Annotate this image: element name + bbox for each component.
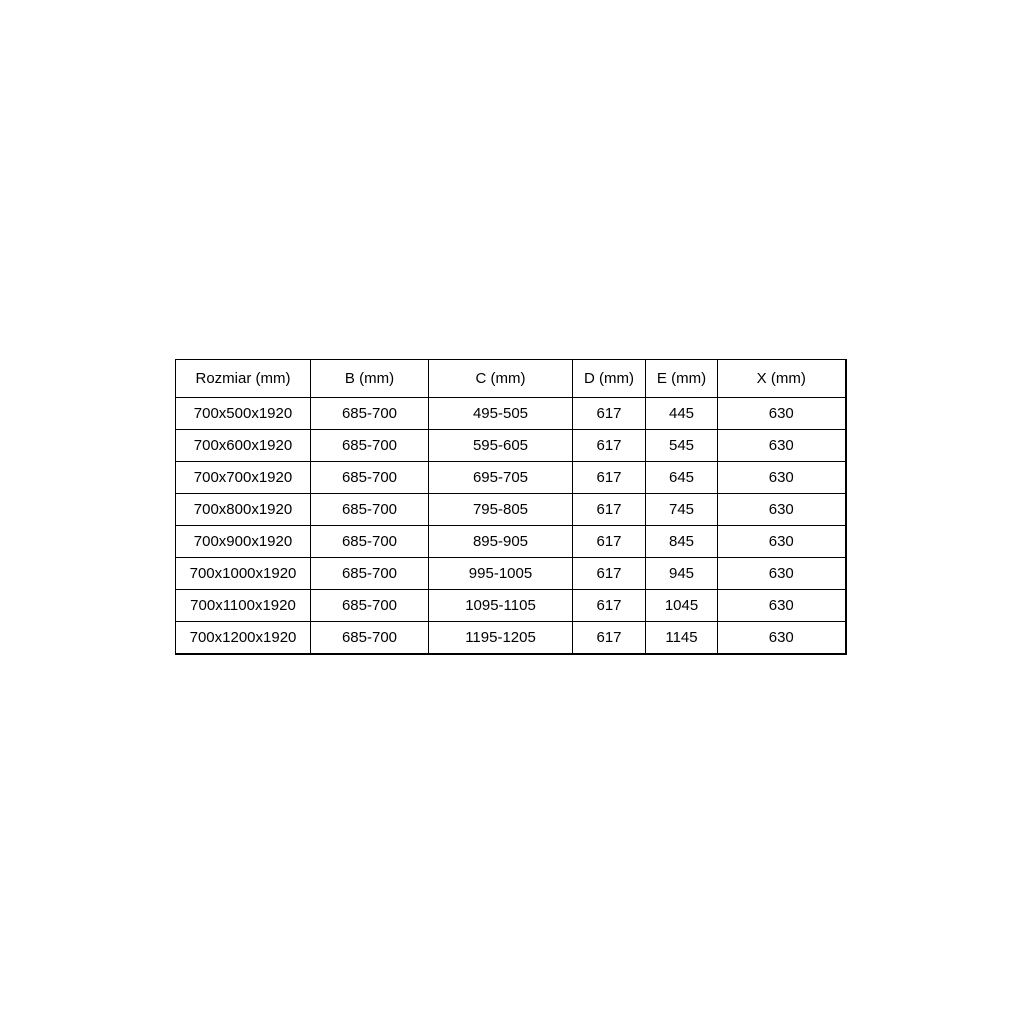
cell-b: 685-700 (311, 398, 429, 430)
cell-rozmiar: 700x1100x1920 (176, 590, 311, 622)
cell-e: 445 (646, 398, 718, 430)
cell-x: 630 (718, 398, 846, 430)
cell-e: 945 (646, 558, 718, 590)
cell-e: 645 (646, 462, 718, 494)
cell-d: 617 (573, 494, 646, 526)
cell-b: 685-700 (311, 558, 429, 590)
cell-x: 630 (718, 590, 846, 622)
table-header (176, 360, 846, 398)
cell-rozmiar: 700x1000x1920 (176, 558, 311, 590)
cell-d: 617 (573, 398, 646, 430)
cell-d: 617 (573, 430, 646, 462)
column-header-e: E (mm) (646, 360, 718, 398)
table-row (176, 494, 846, 526)
cell-rozmiar: 700x1200x1920 (176, 622, 311, 654)
cell-x: 630 (718, 526, 846, 558)
table-row (176, 462, 846, 494)
cell-x: 630 (718, 558, 846, 590)
cell-b: 685-700 (311, 462, 429, 494)
table-row (176, 590, 846, 622)
cell-rozmiar: 700x900x1920 (176, 526, 311, 558)
cell-rozmiar: 700x500x1920 (176, 398, 311, 430)
cell-rozmiar: 700x700x1920 (176, 462, 311, 494)
cell-c: 595-605 (429, 430, 573, 462)
column-header-b: B (mm) (311, 360, 429, 398)
cell-d: 617 (573, 462, 646, 494)
cell-c: 1095-1105 (429, 590, 573, 622)
cell-d: 617 (573, 590, 646, 622)
column-header-d: D (mm) (573, 360, 646, 398)
column-header-rozmiar: Rozmiar (mm) (176, 360, 311, 398)
cell-c: 795-805 (429, 494, 573, 526)
cell-b: 685-700 (311, 430, 429, 462)
cell-rozmiar: 700x800x1920 (176, 494, 311, 526)
column-header-c: C (mm) (429, 360, 573, 398)
cell-e: 745 (646, 494, 718, 526)
cell-b: 685-700 (311, 494, 429, 526)
table-body (176, 398, 846, 654)
cell-x: 630 (718, 430, 846, 462)
cell-b: 685-700 (311, 622, 429, 654)
table-row (176, 526, 846, 558)
table-row (176, 398, 846, 430)
table-row (176, 430, 846, 462)
cell-c: 995-1005 (429, 558, 573, 590)
cell-e: 1145 (646, 622, 718, 654)
dimensions-table (175, 359, 847, 655)
column-header-x: X (mm) (718, 360, 846, 398)
cell-d: 617 (573, 526, 646, 558)
table-row (176, 622, 846, 654)
cell-x: 630 (718, 622, 846, 654)
cell-x: 630 (718, 462, 846, 494)
table-row (176, 558, 846, 590)
cell-e: 1045 (646, 590, 718, 622)
cell-rozmiar: 700x600x1920 (176, 430, 311, 462)
cell-d: 617 (573, 558, 646, 590)
cell-c: 1195-1205 (429, 622, 573, 654)
cell-b: 685-700 (311, 526, 429, 558)
cell-d: 617 (573, 622, 646, 654)
cell-e: 545 (646, 430, 718, 462)
cell-b: 685-700 (311, 590, 429, 622)
cell-e: 845 (646, 526, 718, 558)
cell-c: 895-905 (429, 526, 573, 558)
cell-c: 695-705 (429, 462, 573, 494)
cell-c: 495-505 (429, 398, 573, 430)
cell-x: 630 (718, 494, 846, 526)
header-row (176, 360, 846, 398)
